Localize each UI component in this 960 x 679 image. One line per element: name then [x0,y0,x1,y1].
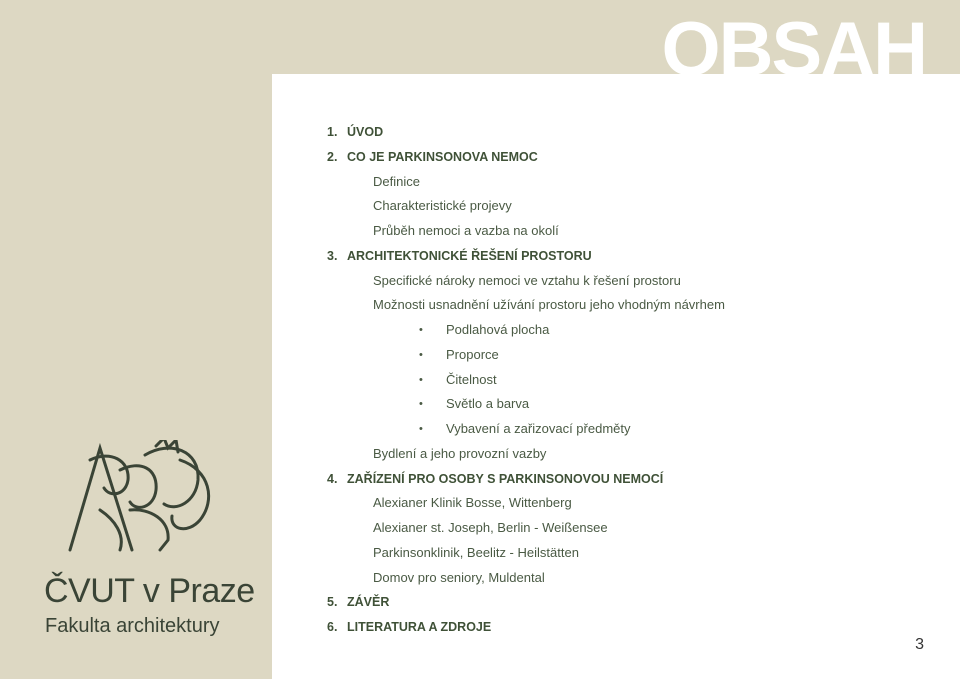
toc-item-label: Možnosti usnadnění užívání prostoru jeho vhodným návrhem [373,297,725,313]
bullet-icon: • [419,373,423,386]
toc-item-label: Proporce [446,346,499,362]
bullet-icon: • [419,398,423,411]
toc-item-number: 1. [327,125,338,139]
toc-item [327,120,927,145]
toc-item [327,145,927,170]
toc-item-number: 5. [327,595,338,610]
toc-item [327,516,927,541]
toc-item-label: Bydlení a jeho provozní vazby [373,445,547,461]
toc-item-label: Průběh nemoci a vazba na okolí [373,223,559,238]
toc-item-label: Podlahová plocha [446,322,550,337]
toc-item-label: Definice [373,173,420,189]
toc-item [327,170,927,195]
toc-item [327,615,927,640]
table-of-contents [327,120,927,640]
university-name: ČVUT v Praze [44,572,255,610]
bullet-icon: • [419,348,423,361]
toc-item-label: Čitelnost [446,371,497,387]
toc-item [327,219,927,244]
toc-item [327,590,927,615]
toc-item [327,442,927,467]
toc-item-number: 4. [327,471,338,486]
toc-item-label: CO JE PARKINSONOVA NEMOC [347,149,538,164]
toc-item-label: Parkinsonklinik, Beelitz - Heilstätten [373,544,579,560]
toc-item [327,194,927,219]
toc-item-label: Alexianer st. Joseph, Berlin - Weißensee [373,520,608,535]
page-title: OBSAH [661,7,926,92]
toc-item-label: Alexianer Klinik Bosse, Wittenberg [373,495,572,511]
lion-logo-icon [60,440,220,560]
toc-item-label: Charakteristické projevy [373,198,512,214]
toc-item-label: Specifické nároky nemoci ve vztahu k řešení prostoru [373,272,681,288]
toc-item-number: 6. [327,620,338,634]
toc-item [327,467,927,492]
toc-item [327,343,927,368]
toc-item-number: 2. [327,149,338,164]
toc-item [327,293,927,318]
toc-item [327,566,927,591]
toc-item-label: ÚVOD [347,125,384,139]
toc-item-label: LITERATURA A ZDROJE [347,620,492,634]
toc-item-label: Domov pro seniory, Muldental [373,569,545,585]
faculty-name: Fakulta architektury [45,615,220,637]
toc-item [327,244,927,269]
toc-item-label: ZAŘÍZENÍ PRO OSOBY S PARKINSONOVOU NEMOCÍ [347,471,664,486]
toc-item [327,318,927,343]
toc-item [327,491,927,516]
toc-item [327,392,927,417]
toc-item [327,269,927,294]
toc-item [327,541,927,566]
toc-item-label: ARCHITEKTONICKÉ ŘEŠENÍ PROSTORU [347,248,592,263]
toc-item-number: 3. [327,248,338,263]
toc-item [327,417,927,442]
toc-item [327,368,927,393]
toc-item-label: ZÁVĚR [347,595,390,610]
toc-item-label: Vybavení a zařizovací předměty [446,421,631,436]
bullet-icon: • [419,324,423,336]
page-number: 3 [915,636,924,653]
bullet-icon: • [419,423,423,435]
toc-item-label: Světlo a barva [446,396,530,412]
